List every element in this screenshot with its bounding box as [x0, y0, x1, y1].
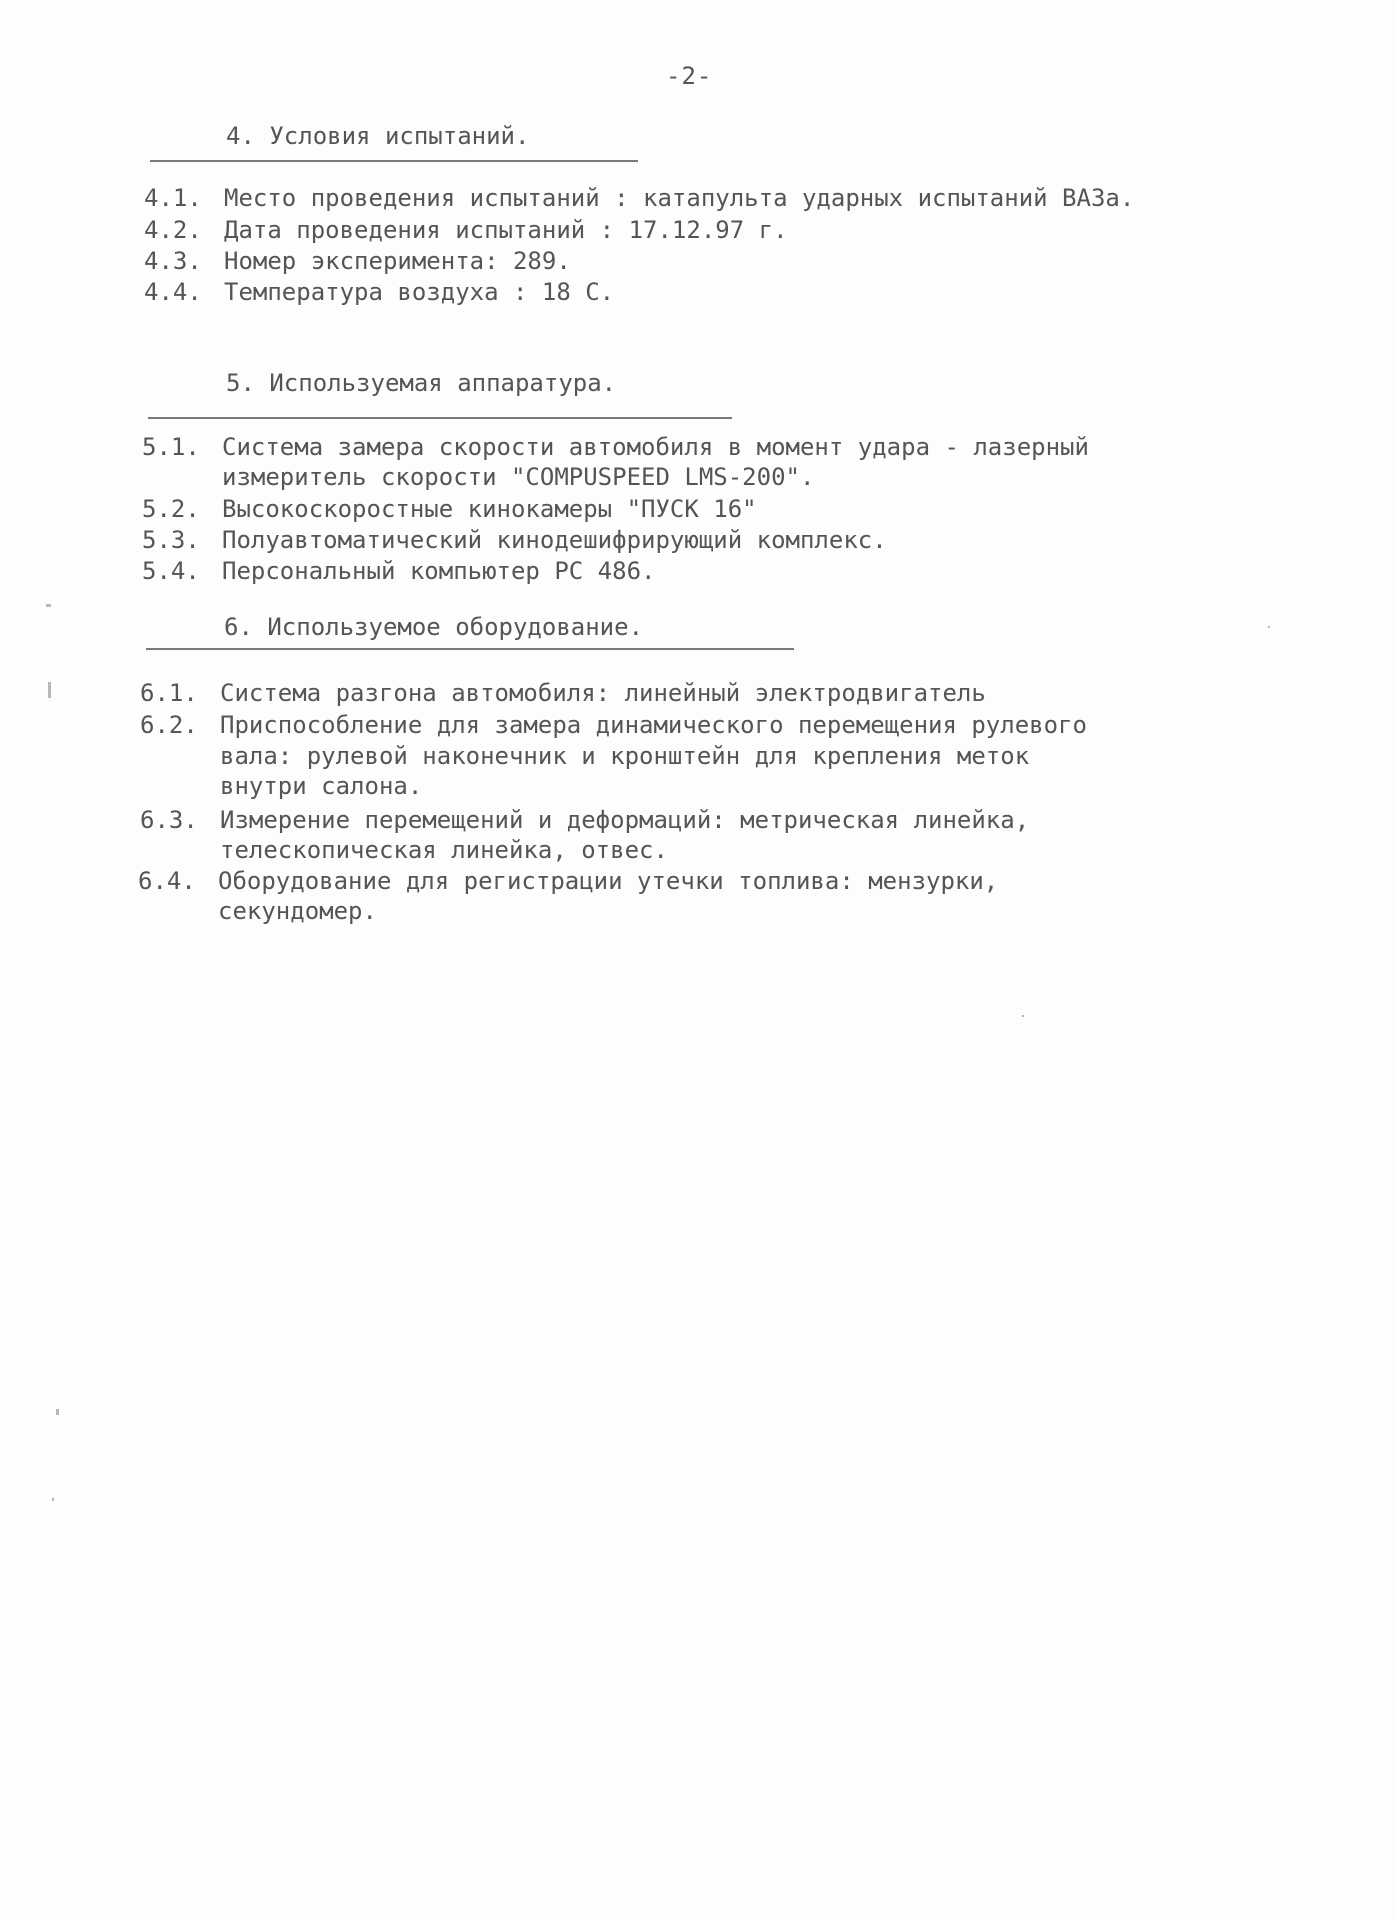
item-text: Приспособление для замера динамического перемещения рулевого — [220, 711, 1087, 739]
item-text: Дата проведения испытаний : 17.12.97 г. — [224, 216, 788, 244]
item-number: 6.3. — [140, 806, 198, 834]
item-number: 6.1. — [140, 679, 198, 707]
item-text: Система замера скорости автомобиля в момент удара - лазерный — [222, 433, 1089, 461]
item-number: 5.3. — [142, 526, 200, 554]
item-text: Измерение перемещений и деформаций: метрическая линейка, — [220, 806, 1030, 834]
scan-speck — [56, 1409, 59, 1415]
scan-speck — [46, 604, 51, 607]
item-text: вала: рулевой наконечник и кронштейн для крепления меток — [220, 742, 1030, 770]
item-text: телескопическая линейка, отвес. — [220, 836, 668, 864]
item-text: Место проведения испытаний : катапульта ударных испытаний ВАЗа. — [224, 184, 1135, 212]
scan-speck — [1268, 626, 1270, 628]
section-title-5: 5. Используемая аппаратура. — [226, 369, 617, 397]
section-underline-6 — [146, 648, 794, 650]
item-number: 6.2. — [140, 711, 198, 739]
item-text: Полуавтоматический кинодешифрирующий комплекс. — [222, 526, 887, 554]
scan-speck — [48, 682, 51, 698]
item-number: 4.2. — [144, 216, 202, 244]
item-number: 4.1. — [144, 184, 202, 212]
scan-speck — [52, 1498, 54, 1501]
item-number: 6.4. — [138, 867, 196, 895]
section-underline-4 — [150, 160, 638, 162]
scan-speck — [1022, 1015, 1024, 1017]
section-underline-5 — [148, 417, 732, 419]
item-text: Оборудование для регистрации утечки топлива: мензурки, — [218, 867, 999, 895]
item-text: Система разгона автомобиля: линейный электродвигатель — [220, 679, 986, 707]
item-number: 4.4. — [144, 278, 202, 306]
section-title-6: 6. Используемое оборудование. — [224, 613, 644, 641]
section-title-4: 4. Условия испытаний. — [226, 122, 530, 150]
item-text: внутри салона. — [220, 772, 423, 800]
item-number: 5.4. — [142, 557, 200, 585]
item-number: 5.2. — [142, 495, 200, 523]
item-text: измеритель скорости "COMPUSPEED LMS-200". — [222, 463, 815, 491]
item-number: 5.1. — [142, 433, 200, 461]
item-text: секундомер. — [218, 897, 377, 925]
item-text: Персональный компьютер PC 486. — [222, 557, 656, 585]
item-text: Высокоскоростные кинокамеры "ПУСК 16" — [222, 495, 757, 523]
page-number: -2- — [666, 62, 713, 90]
item-number: 4.3. — [144, 247, 202, 275]
item-text: Номер эксперимента: 289. — [224, 247, 571, 275]
item-text: Температура воздуха : 18 С. — [224, 278, 615, 306]
